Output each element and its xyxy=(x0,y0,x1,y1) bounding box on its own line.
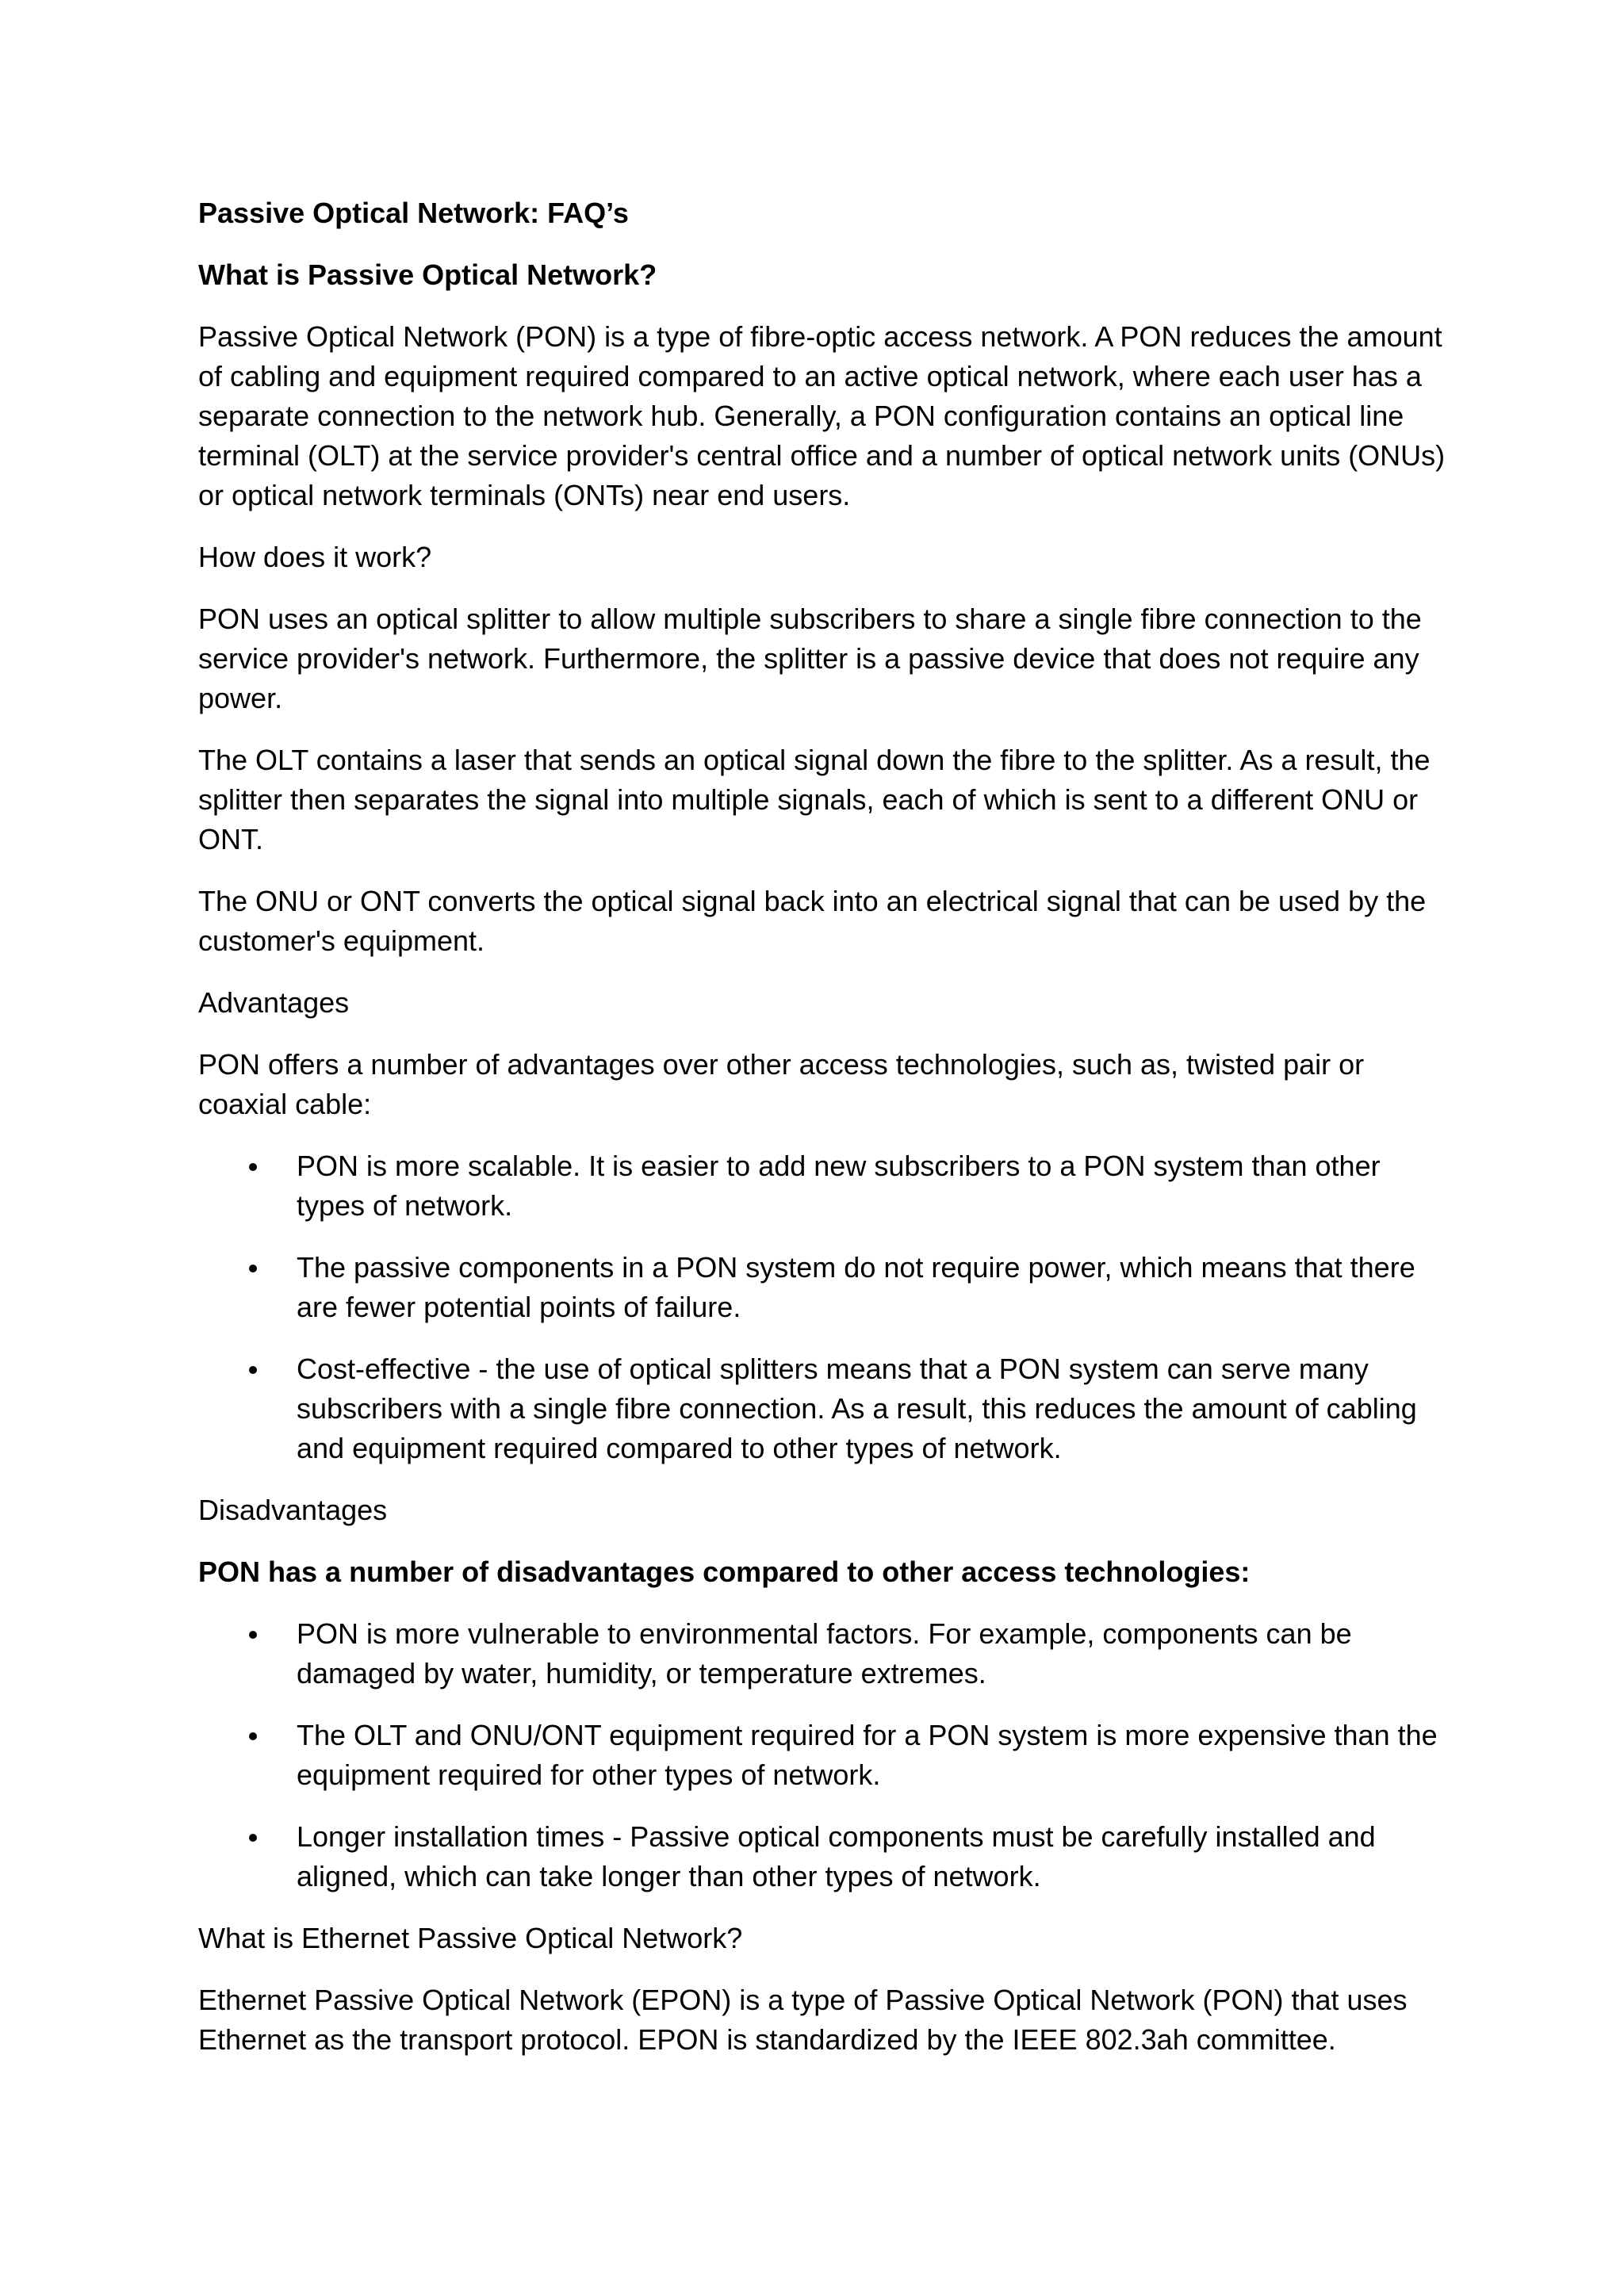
bullet-icon xyxy=(249,1366,257,1374)
disadvantages-list xyxy=(198,1614,1451,1896)
list-item xyxy=(198,1817,1451,1896)
document-title: Passive Optical Network: FAQ’s xyxy=(198,197,629,229)
advantages-heading: Advantages xyxy=(198,986,350,1019)
epon-paragraph: Ethernet Passive Optical Network (EPON) is a type of Passive Optical Network (PON) that uses Ethernet as the transport protocol. EPON is standardized by the IEEE 802.3ah committee. xyxy=(198,1984,1408,2056)
list-item-text: Longer installation times - Passive optical components must be carefully installed and aligned, which can take longer than other types of network. xyxy=(297,1820,1376,1892)
list-item xyxy=(198,1248,1451,1327)
advantages-list xyxy=(198,1146,1451,1468)
bullet-icon xyxy=(249,1834,257,1842)
bullet-icon xyxy=(249,1732,257,1740)
disadvantages-intro: PON has a number of disadvantages compared to other access technologies: xyxy=(198,1556,1251,1588)
how-paragraph-splitter: PON uses an optical splitter to allow multiple subscribers to share a single fibre connection to the service provider's network. Furthermore, the splitter is a passive device that does not require any power. xyxy=(198,603,1422,714)
bullet-icon xyxy=(249,1631,257,1639)
list-item-text: Cost-effective - the use of optical splitters means that a PON system can serve many subscribers with a single fibre connection. As a result, this reduces the amount of cabling and equipment required compared to other types of network. xyxy=(297,1353,1417,1464)
bullet-icon xyxy=(249,1265,257,1272)
list-item-text: The passive components in a PON system do not require power, which means that there are fewer potential points of failure. xyxy=(297,1251,1415,1323)
list-item xyxy=(198,1349,1451,1468)
list-item-text: PON is more vulnerable to environmental factors. For example, components can be damaged by water, humidity, or temperature extremes. xyxy=(297,1617,1352,1689)
question-heading-pon: What is Passive Optical Network? xyxy=(198,258,657,291)
list-item xyxy=(198,1716,1451,1795)
pon-definition-paragraph: Passive Optical Network (PON) is a type of fibre-optic access network. A PON reduces the amount of cabling and equipment required compared to an active optical network, where each user has a separate connection to the network hub. Generally, a PON configuration contains an optical line terminal (OLT) at the service provider's central office and a number of optical network units (ONUs) or optical network terminals (ONTs) near end users. xyxy=(198,320,1446,511)
how-paragraph-onu: The ONU or ONT converts the optical signal back into an electrical signal that can be used by the customer's equipment. xyxy=(198,885,1427,957)
list-item-text: The OLT and ONU/ONT equipment required for a PON system is more expensive than the equipment required for other types of network. xyxy=(297,1719,1438,1791)
advantages-intro: PON offers a number of advantages over other access technologies, such as, twisted pair or coaxial cable: xyxy=(198,1048,1365,1120)
bullet-icon xyxy=(249,1163,257,1171)
how-it-works-heading: How does it work? xyxy=(198,541,432,573)
how-paragraph-olt: The OLT contains a laser that sends an optical signal down the fibre to the splitter. As a result, the splitter then separates the signal into multiple signals, each of which is sent to a different ONU or ONT. xyxy=(198,744,1431,855)
disadvantages-heading: Disadvantages xyxy=(198,1494,388,1526)
epon-heading: What is Ethernet Passive Optical Network? xyxy=(198,1922,743,1954)
list-item-text: PON is more scalable. It is easier to add new subscribers to a PON system than other types of network. xyxy=(297,1150,1381,1222)
list-item xyxy=(198,1146,1451,1226)
document-page xyxy=(198,193,1451,2082)
list-item xyxy=(198,1614,1451,1693)
